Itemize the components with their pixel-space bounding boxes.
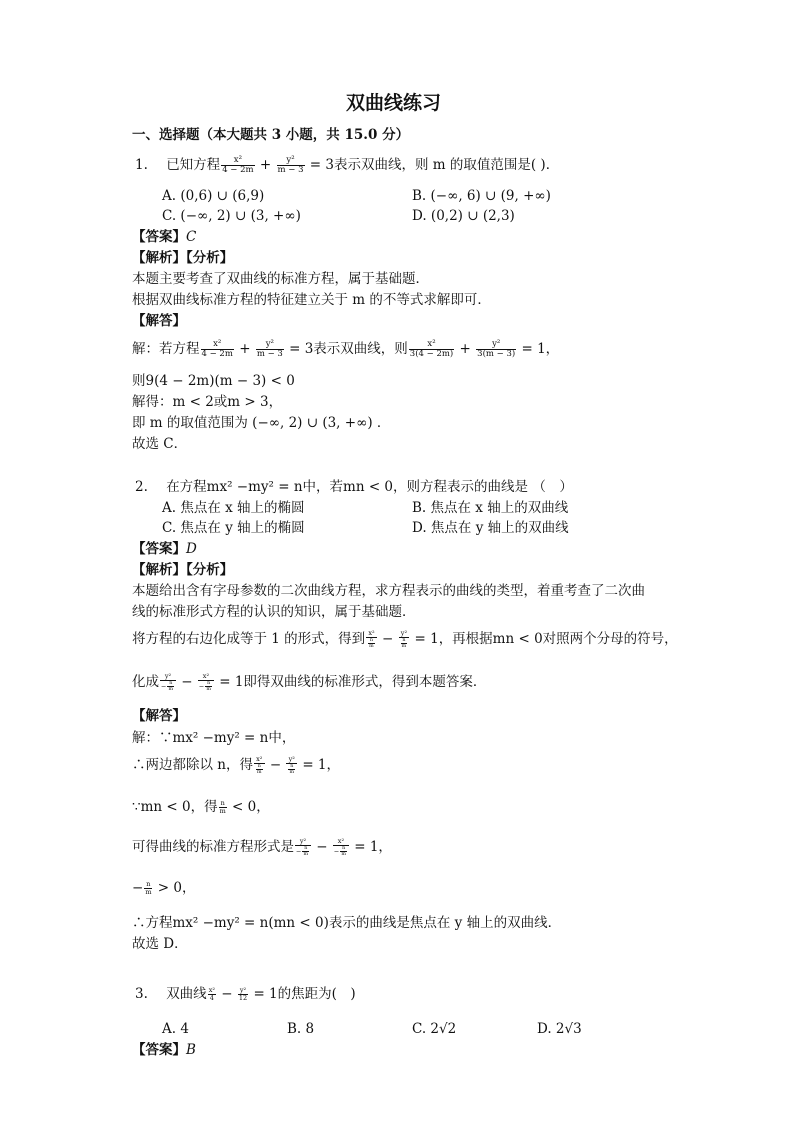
stem-text: 表示双曲线，则 m 的取值范围是( )． bbox=[333, 156, 560, 173]
fraction: y² − $\frac{n}{m}$ bbox=[295, 838, 311, 857]
solution-line: ∵mn < 0，得 $\frac{n}{m}$ < 0， bbox=[132, 799, 270, 815]
option-a: A. (0,6) ∪ (6,9) bbox=[162, 188, 265, 204]
question-number: 2. bbox=[135, 479, 148, 495]
answer-value: B bbox=[186, 1042, 196, 1058]
analysis-text: 本题给出含有字母参数的二次曲线方程，求方程表示的曲线的类型，着重考查了二次曲 bbox=[132, 583, 645, 599]
analysis-tag: 【解析】【分析】 bbox=[132, 250, 234, 266]
solution-text: 故选 C． bbox=[132, 436, 188, 452]
solution-text: 解得：m < 2或m > 3， bbox=[132, 394, 283, 410]
question-1-stem: 1. 已知方程 $\frac{\text{x²}}{4 - 2m}$ + $\frac{\text{y²}}{m - 3}$ = 3表示双曲线，则 m 的取值范围是( )． bbox=[135, 155, 560, 175]
analysis-line: 将方程的右边化成等于 1 的形式，得到 $\frac{\text{x²}}{\frac{n}{m}}$ − $\frac{\text{y²}}{\frac{n}{m}}$ = 1，再根据mn < 0对照两个分母的符号， bbox=[132, 629, 678, 649]
fraction: $\frac{n}{m}$ bbox=[219, 799, 226, 815]
answer-value: C bbox=[186, 229, 197, 245]
fraction: $\frac{\text{x²}}{\frac{n}{m}}$ bbox=[366, 630, 377, 649]
solution-line: 可得曲线的标准方程形式是 y² − $\frac{n}{m}$ − x² − $\frac{n}{m}$ = 1， bbox=[132, 837, 392, 857]
option-b: B. 焦点在 x 轴上的双曲线 bbox=[412, 500, 569, 516]
solution-text: 表示双曲线，则 bbox=[313, 340, 408, 357]
fraction: $\frac{\text{y²}}{m - 3}$ bbox=[277, 155, 304, 175]
solution-text: 解：若方程 bbox=[132, 340, 200, 357]
option-c: C. (−∞, 2) ∪ (3, +∞) bbox=[162, 208, 301, 224]
analysis-text: 本题主要考查了双曲线的标准方程，属于基础题． bbox=[132, 271, 429, 287]
fraction: x² − $\frac{n}{m}$ bbox=[198, 673, 214, 692]
analysis-text: 将方程的右边化成等于 1 的形式，得到 bbox=[132, 630, 366, 647]
analysis-text: 化成 bbox=[132, 673, 159, 690]
question-2-stem bbox=[135, 479, 573, 495]
answer-line bbox=[132, 229, 196, 245]
option-a: A. 4 bbox=[162, 1021, 189, 1037]
fraction: $\frac{\text{y²}}{3(m - 3)}$ bbox=[477, 339, 516, 359]
solution-text: 则9(4 − 2m)(m − 3) < 0 bbox=[132, 373, 295, 389]
fraction: $\frac{\text{x²}}{3(4 - 2m)}$ bbox=[409, 339, 454, 359]
fraction: $\frac{\text{y²}}{\frac{n}{m}}$ bbox=[286, 756, 297, 775]
solution-text: 即 m 的取值范围为 (−∞, 2) ∪ (3, +∞) ． bbox=[132, 415, 391, 431]
option-d: D. 焦点在 y 轴上的双曲线 bbox=[412, 520, 569, 536]
analysis-text: 即得双曲线的标准形式，得到本题答案． bbox=[243, 673, 487, 690]
analysis-text: ，再根据mn < 0对照两个分母的符号， bbox=[438, 630, 678, 647]
fraction: $\frac{\text{y²}}{m - 3}$ bbox=[256, 339, 283, 359]
section-heading: 一、选择题（本大题共 3 小题，共 15.0 分） bbox=[132, 127, 410, 143]
analysis-text: 根据双曲线标准方程的特征建立关于 m 的不等式求解即可． bbox=[132, 292, 491, 308]
option-d: D. 2√3 bbox=[537, 1021, 582, 1037]
option-c: C. 焦点在 y 轴上的椭圆 bbox=[162, 520, 305, 536]
solution-tag: 【解答】 bbox=[132, 708, 186, 724]
solution-tag: 【解答】 bbox=[132, 313, 186, 329]
solution-text: 解：∵mx² −my² = n中， bbox=[132, 730, 296, 746]
answer-tag: 【答案】 bbox=[132, 229, 186, 245]
option-b: B. 8 bbox=[287, 1021, 315, 1037]
question-number: 1. bbox=[135, 156, 148, 173]
option-d: D. (0,2) ∪ (2,3) bbox=[412, 208, 515, 224]
option-a: A. 焦点在 x 轴上的椭圆 bbox=[162, 500, 305, 516]
solution-text: ∴方程mx² −my² = n(mn < 0)表示的曲线是焦点在 y 轴上的双曲线． bbox=[132, 915, 562, 931]
page-title: 双曲线练习 bbox=[346, 92, 442, 114]
fraction: $\frac{\text{x²}}{4}$ bbox=[208, 986, 215, 1002]
option-b: B. (−∞, 6) ∪ (9, +∞) bbox=[412, 188, 551, 204]
analysis-text: 线的标准形式方程的认识的知识，属于基础题． bbox=[132, 604, 416, 620]
solution-text: 可得曲线的标准方程形式是 bbox=[132, 838, 294, 855]
answer-line bbox=[132, 1042, 196, 1058]
fraction: $\frac{\text{x²}}{4 - 2m}$ bbox=[201, 339, 233, 359]
stem-text: 已知方程 bbox=[166, 156, 221, 173]
fraction: $\frac{\text{x²}}{\frac{n}{m}}$ bbox=[254, 756, 265, 775]
solution-text: 故选 D． bbox=[132, 936, 188, 952]
fraction: y² − $\frac{n}{m}$ bbox=[160, 673, 176, 692]
answer-tag: 【答案】 bbox=[132, 541, 186, 557]
fraction: x² − $\frac{n}{m}$ bbox=[333, 838, 349, 857]
analysis-line: 化成 y² − $\frac{n}{m}$ − x² − $\frac{n}{m}$ = 1即得双曲线的标准形式，得到本题答案． bbox=[132, 672, 487, 692]
stem-text: 在方程mx² −my² = n中，若mn < 0，则方程表示的曲线是 （ ） bbox=[166, 479, 573, 495]
solution-text: ∵mn < 0，得 bbox=[132, 799, 218, 815]
option-c: C. 2√2 bbox=[412, 1021, 457, 1037]
solution-line: 解：若方程 $\frac{\text{x²}}{4 - 2m}$ + $\frac{\text{y²}}{m - 3}$ = 3表示双曲线，则 $\frac{\text{x²}}{3(4 - 2m)}$ + $\frac{\text{y²}}{3(m - 3)}$ = 1， bbox=[132, 339, 560, 359]
answer-line bbox=[132, 541, 197, 557]
solution-text: ∴两边都除以 n，得 bbox=[132, 756, 253, 773]
question-3-stem: 3. 双曲线 $\frac{\text{x²}}{4}$ − $\frac{\text{y²}}{12}$ = 1的焦距为( ) bbox=[135, 986, 356, 1002]
solution-line: − $\frac{n}{m}$ > 0， bbox=[132, 880, 196, 896]
fraction: $\frac{n}{m}$ bbox=[145, 880, 152, 896]
answer-tag: 【答案】 bbox=[132, 1042, 186, 1058]
question-number: 3. bbox=[135, 986, 148, 1002]
stem-text: 的焦距为( ) bbox=[277, 986, 356, 1002]
answer-value: D bbox=[186, 541, 197, 557]
analysis-tag: 【解析】【分析】 bbox=[132, 562, 234, 578]
fraction: $\frac{\text{y²}}{12}$ bbox=[238, 986, 248, 1002]
stem-text: 双曲线 bbox=[166, 986, 207, 1002]
solution-line: ∴两边都除以 n，得 $\frac{\text{x²}}{\frac{n}{m}}$ − $\frac{\text{y²}}{\frac{n}{m}}$ = 1， bbox=[132, 755, 341, 775]
fraction: $\frac{\text{x²}}{4 - 2m}$ bbox=[222, 155, 254, 175]
fraction: $\frac{\text{y²}}{\frac{n}{m}}$ bbox=[399, 630, 410, 649]
